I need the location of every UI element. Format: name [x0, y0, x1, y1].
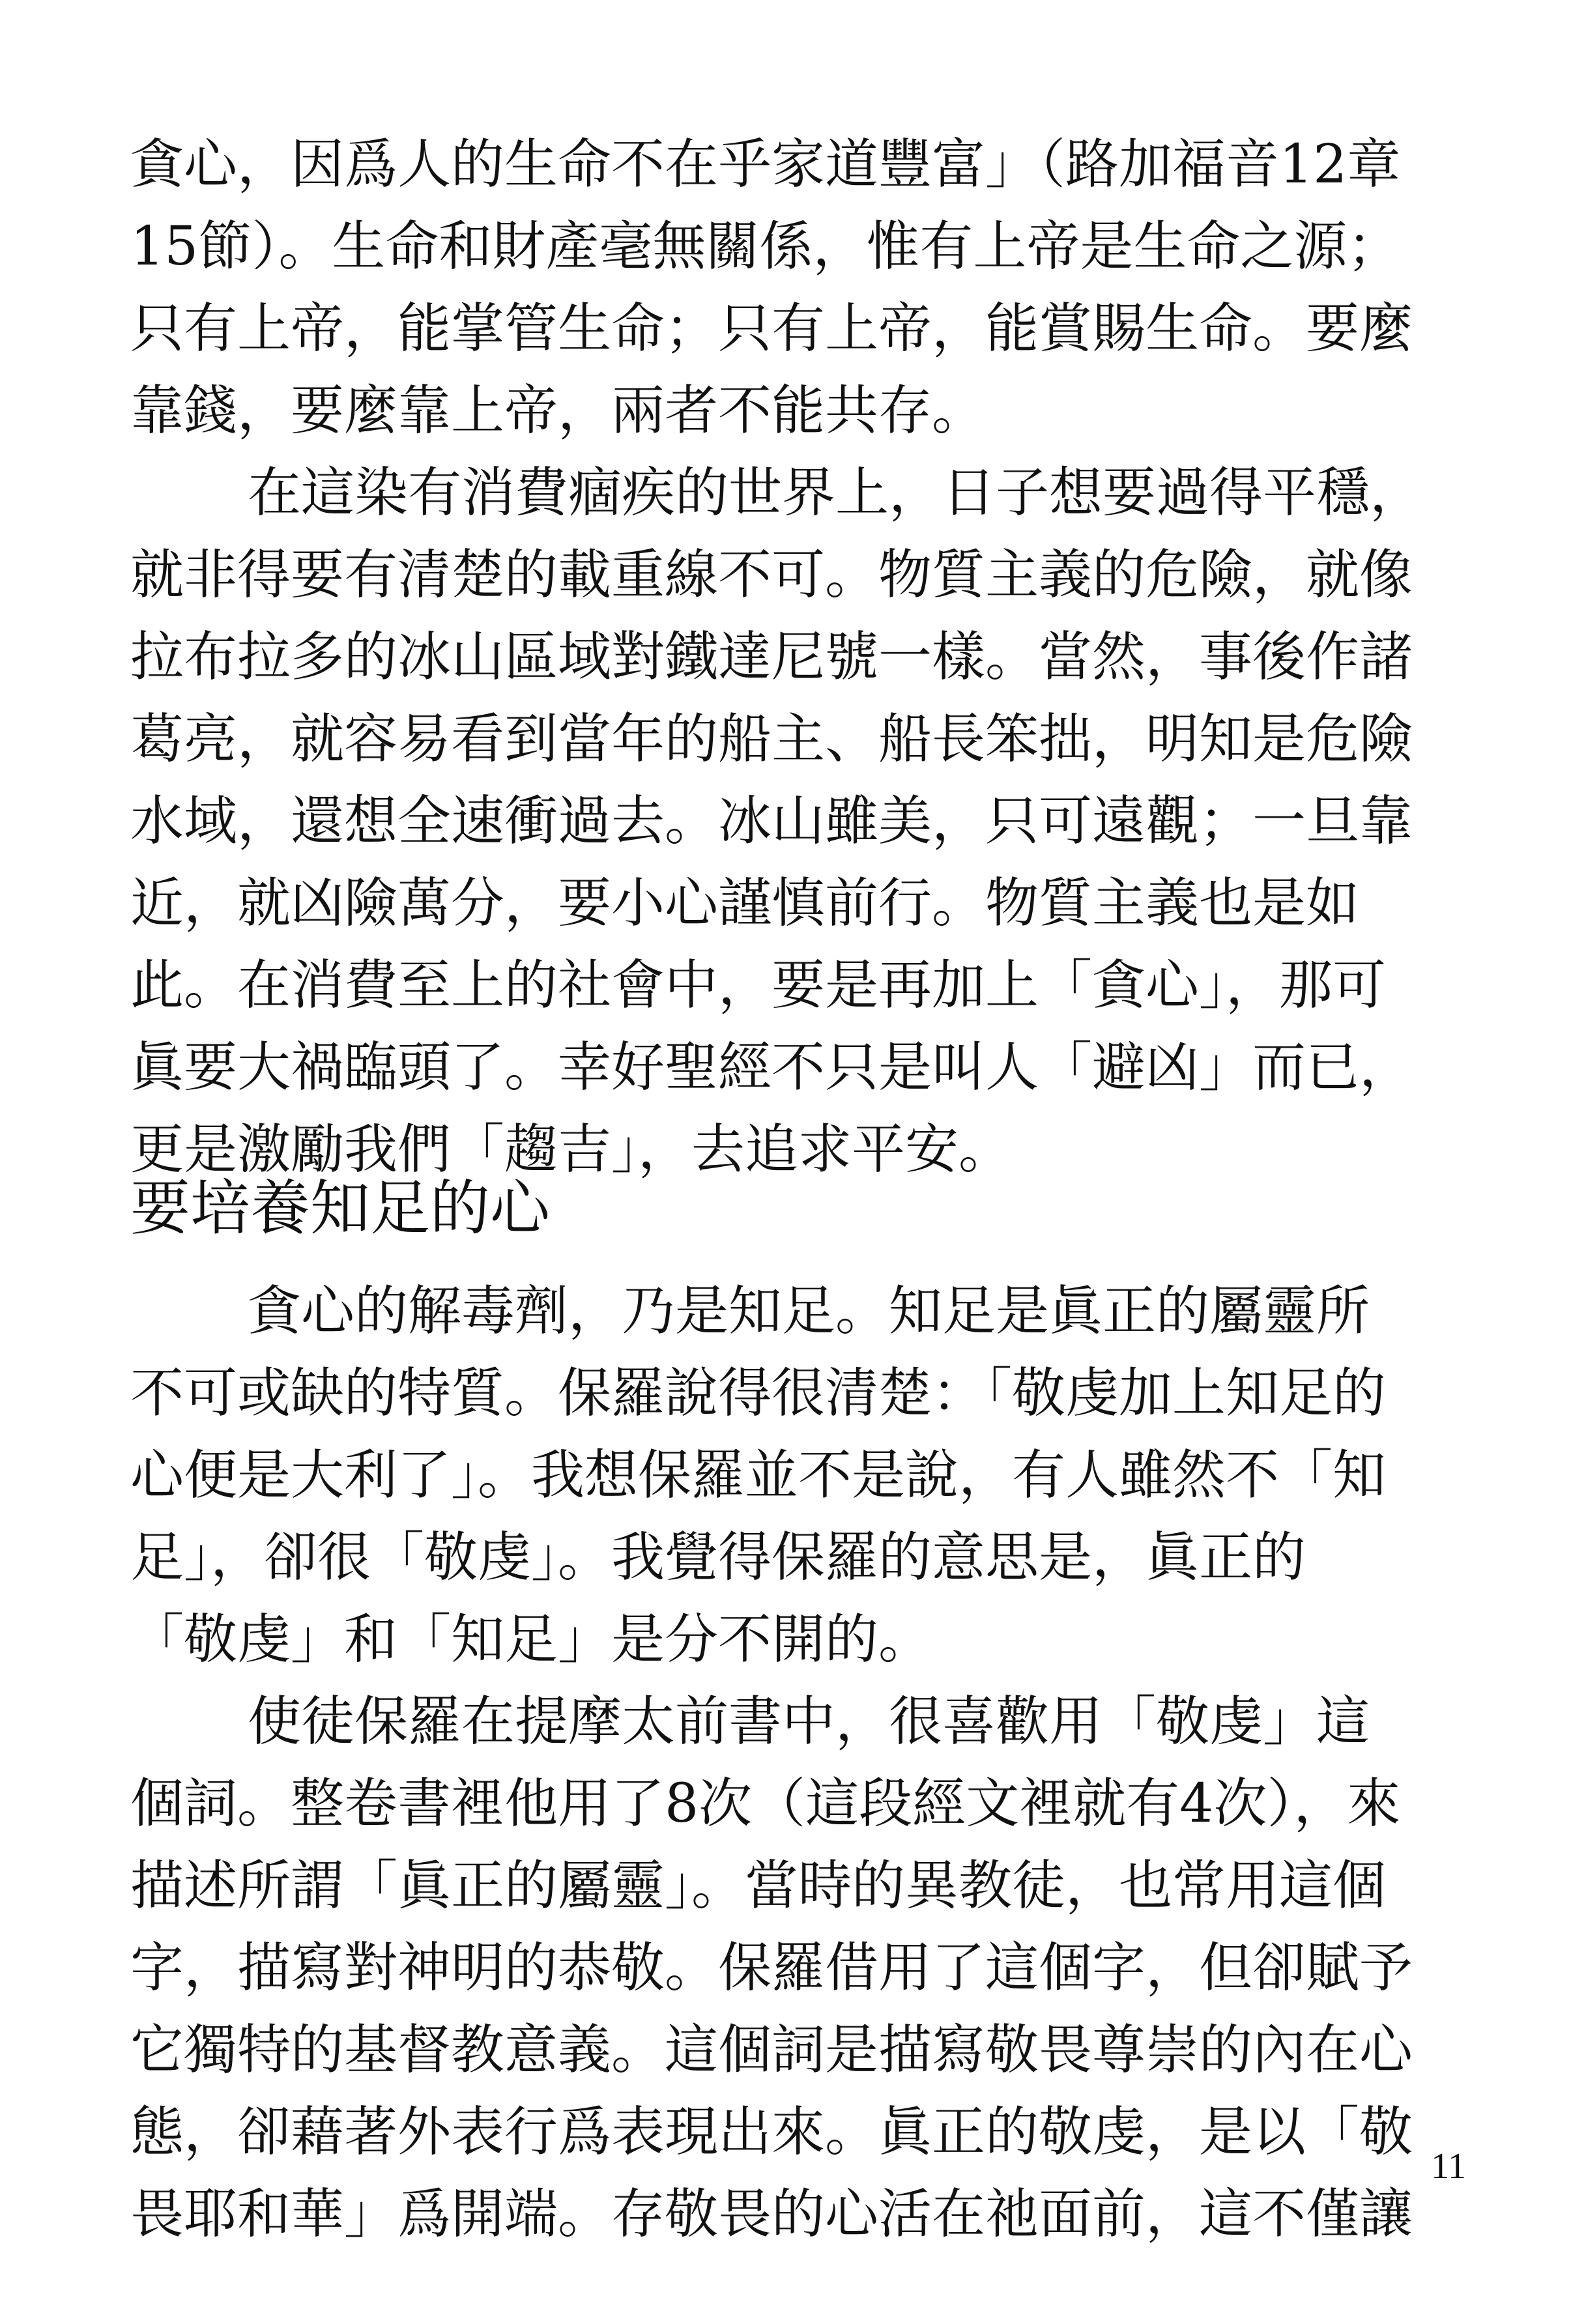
text-line: 靠錢，要麼靠上帝，兩者不能共存。: [130, 380, 986, 442]
body-text-section-1: [130, 124, 1460, 1191]
text-line: 只有上帝，能掌管生命；只有上帝，能賞賜生命。要麼: [130, 298, 1413, 360]
text-line: 個詞。整卷書裡他用了8次（這段經文裡就有4次），來: [130, 1773, 1401, 1835]
text-line: 貪心，因爲人的生命不在乎家道豐富」（路加福音12章: [130, 134, 1401, 195]
text-line: 更是激勵我們「趨吉」，去追求平安。: [130, 1119, 1013, 1181]
section-heading: 要培養知足的心: [130, 1173, 551, 1243]
text-line: 「敬虔」和「知足」是分不開的。: [130, 1609, 932, 1671]
text-line: 眞要大禍臨頭了。幸好聖經不只是叫人「避凶」而已，: [130, 1037, 1413, 1098]
text-line: 足」，卻很「敬虔」。我覺得保羅的意思是，眞正的: [130, 1527, 1306, 1588]
text-line: 在這染有消費痼疾的世界上，日子想要過得平穩，: [248, 462, 1424, 524]
text-line: 葛亮，就容易看到當年的船主、船長笨拙，明知是危險: [130, 708, 1413, 770]
page-number: 11: [1431, 2146, 1466, 2187]
text-line: 近，就凶險萬分，要小心謹慎前行。物質主義也是如: [130, 872, 1360, 934]
text-line: 水域，還想全速衝過去。冰山雖美，只可遠觀；一旦靠: [130, 790, 1413, 852]
text-line: 態，卻藉著外表行爲表現出來。眞正的敬虔，是以「敬: [130, 2101, 1413, 2163]
text-line: 拉布拉多的冰山區域對鐵達尼號一樣。當然，事後作諸: [130, 626, 1413, 688]
text-line: 字，描寫對神明的恭敬。保羅借用了這個字，但卻賦予: [130, 1937, 1413, 1999]
text-line: 就非得要有清楚的載重線不可。物質主義的危險，就像: [130, 544, 1413, 606]
text-line: 使徒保羅在提摩太前書中，很喜歡用「敬虔」這: [248, 1691, 1370, 1753]
text-line: 15節）。生命和財產毫無關係，惟有上帝是生命之源；: [130, 216, 1401, 278]
body-text-section-2: [130, 1270, 1460, 2256]
text-line: 畏耶和華」爲開端。存敬畏的心活在祂面前，這不僅讓: [130, 2183, 1413, 2245]
text-line: 此。在消費至上的社會中，要是再加上「貪心」，那可: [130, 954, 1387, 1016]
text-line: 它獨特的基督教意義。這個詞是描寫敬畏尊崇的內在心: [130, 2019, 1413, 2081]
text-line: 描述所謂「眞正的屬靈」。當時的異教徒，也常用這個: [130, 1855, 1387, 1917]
text-line: 心便是大利了」。我想保羅並不是說，有人雖然不「知: [130, 1444, 1387, 1506]
text-line: 不可或缺的特質。保羅說得很清楚：「敬虔加上知足的: [130, 1362, 1387, 1424]
text-line: 貪心的解毒劑，乃是知足。知足是眞正的屬靈所: [248, 1280, 1370, 1342]
